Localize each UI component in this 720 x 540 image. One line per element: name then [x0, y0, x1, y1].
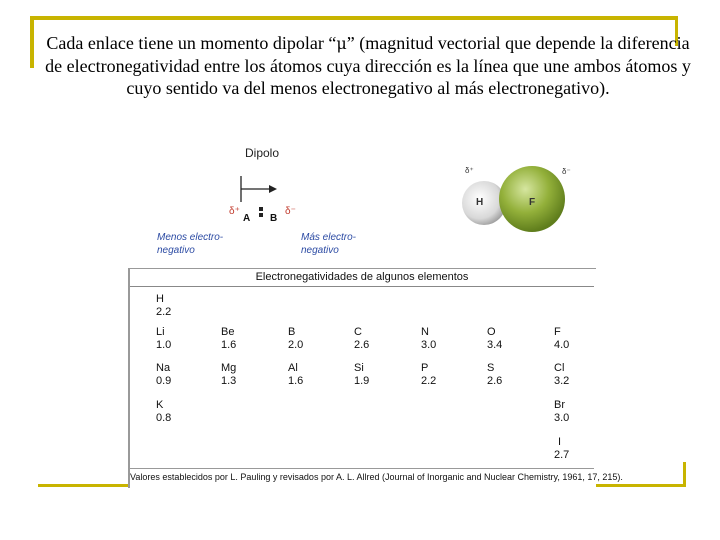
element-value: 1.9 — [354, 375, 370, 387]
bond-electron-lower — [259, 213, 263, 217]
element-value: 1.3 — [221, 375, 237, 387]
element-symbol: N — [421, 326, 429, 338]
element-value: 3.0 — [554, 412, 570, 424]
element-symbol: Mg — [221, 362, 237, 374]
dipole-atom-a: A — [243, 213, 251, 224]
more-electronegative-label-1: Más electro- — [301, 232, 357, 243]
element-value: 2.2 — [421, 375, 437, 387]
element-value: 2.6 — [487, 375, 503, 387]
slide-caption — [42, 32, 694, 99]
element-symbol: B — [288, 326, 296, 338]
element-value: 3.0 — [421, 339, 437, 351]
element-symbol: Li — [156, 326, 165, 338]
element-symbol: Na — [156, 362, 171, 374]
element-value: 3.2 — [554, 375, 570, 387]
table-footer-rule — [130, 468, 594, 469]
element-symbol: Al — [288, 362, 298, 374]
dipole-atom-b: B — [270, 213, 278, 224]
element-value: 1.6 — [288, 375, 304, 387]
element-value: 1.0 — [156, 339, 172, 351]
element-value: 3.4 — [487, 339, 503, 351]
dipole-delta-plus: δ⁺ — [229, 206, 240, 217]
element-symbol: I — [558, 436, 562, 448]
element-symbol: P — [421, 362, 429, 374]
element-value: 4.0 — [554, 339, 570, 351]
element-value: 2.0 — [288, 339, 304, 351]
element-symbol: O — [487, 326, 496, 338]
dipole-arrow-head — [269, 185, 277, 193]
molecule-atom-f: F — [529, 197, 536, 208]
element-value: 1.6 — [221, 339, 237, 351]
table-title: Electronegatividades de algunos elementos — [255, 271, 469, 283]
dipole-title: Dipolo — [245, 146, 280, 160]
molecule-atom-h: H — [476, 197, 484, 208]
element-symbol: Br — [554, 399, 565, 411]
bond-electron-upper — [259, 207, 263, 211]
element-symbol: H — [156, 293, 164, 305]
element-value: 2.6 — [354, 339, 370, 351]
element-value: 2.7 — [554, 449, 570, 461]
element-symbol: F — [554, 326, 561, 338]
element-symbol: S — [487, 362, 495, 374]
element-value: 0.8 — [156, 412, 172, 424]
frame-top-line — [30, 16, 678, 20]
frame-bottom-right-line — [683, 462, 686, 487]
element-symbol: Cl — [554, 362, 565, 374]
molecule-delta-minus: δ⁻ — [562, 167, 571, 176]
element-symbol: K — [156, 399, 164, 411]
element-value: 0.9 — [156, 375, 172, 387]
element-symbol: Be — [221, 326, 235, 338]
less-electronegative-label-2: negativo — [157, 245, 195, 256]
caption-text-start: Cada enlace tiene un momento dipolar “ — [46, 33, 337, 53]
element-symbol: Si — [354, 362, 364, 374]
more-electronegative-label-2: negativo — [301, 245, 339, 256]
table-footnote: Valores establecidos por L. Pauling y revisados por A. L. Allred (Journal of Inorganic and Nuclear Chemistry, 1961, 17, 215). — [130, 472, 623, 482]
molecule-delta-plus: δ⁺ — [465, 166, 474, 175]
frame-left-line — [30, 16, 34, 68]
element-value: 2.2 — [156, 306, 172, 318]
mu-symbol: μ — [336, 34, 347, 53]
dipole-delta-minus: δ⁻ — [285, 206, 296, 217]
element-symbol: C — [354, 326, 362, 338]
table-header-rule — [130, 286, 594, 287]
caption-text-end: ” (magnitud vectorial que depende la diferencia de electronegatividad entre los átomos cuya dirección es la línea que une ambos átomos y cuyo sentido va del menos electronegativo al más electronegativo). — [45, 33, 691, 98]
less-electronegative-label-1: Menos electro- — [157, 232, 224, 243]
